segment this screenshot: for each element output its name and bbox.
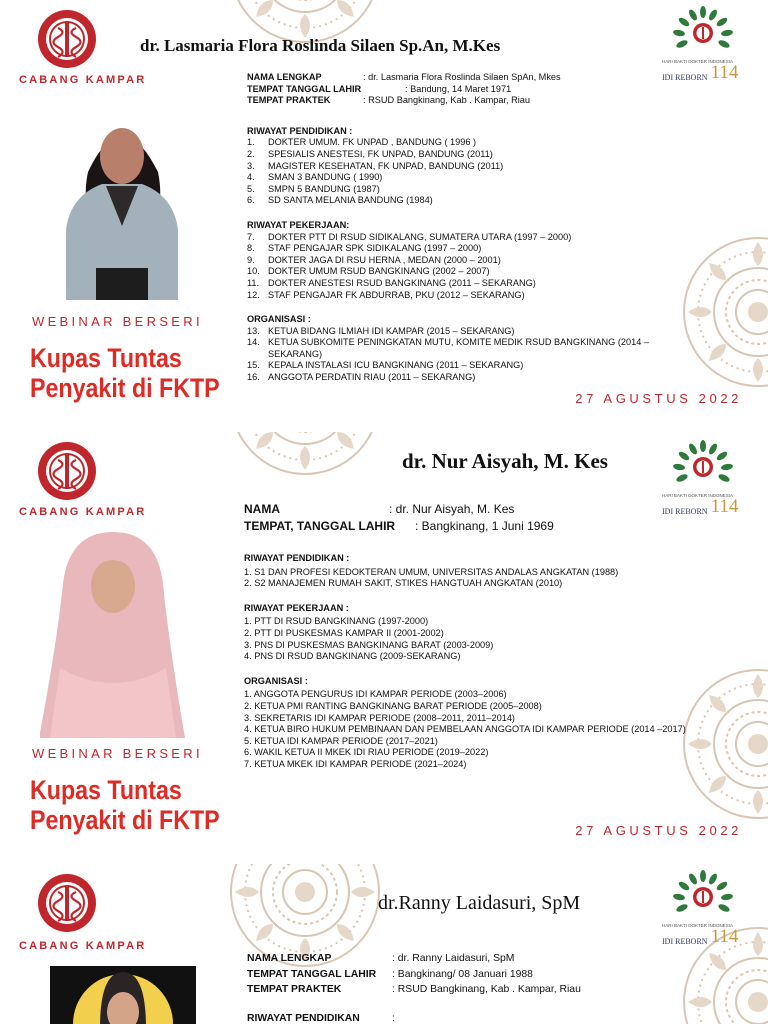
list-item <box>247 232 687 244</box>
list-item-text: SD SANTA MELANIA BANDUNG (1984) <box>268 195 433 206</box>
doctor-photo <box>50 966 196 1024</box>
list-item <box>247 337 687 349</box>
list-item-text: DOKTER UMUM. FK UNPAD , BANDUNG ( 1996 ) <box>268 137 477 148</box>
field-label: TEMPAT, TANGGAL LAHIR <box>244 519 396 533</box>
list-item-number: 9. <box>247 254 255 265</box>
mandala-ornament-top <box>228 432 382 476</box>
section-heading-pekerjaan: RIWAYAT PEKERJAAN: <box>247 219 350 230</box>
list-item: 1. S1 DAN PROFESI KEDOKTERAN UMUM, UNIVERSITAS ANDALAS ANGKATAN (1988) <box>244 566 619 577</box>
reborn-text: IDI REBORN <box>662 937 708 946</box>
list-item-number: 16. <box>247 372 260 383</box>
field-value: : Bandung, 14 Maret 1971 <box>405 83 512 94</box>
pendidikan-list <box>244 567 714 590</box>
section-heading-pendidikan: RIWAYAT PENDIDIKAN : <box>247 125 353 136</box>
list-item-text: SMAN 3 BANDUNG ( 1990) <box>268 172 383 183</box>
list-item: 5. KETUA IDI KAMPAR PERIODE (2017–2021) <box>244 735 438 746</box>
webinar-title-line-1: Kupas Tuntas <box>30 775 182 805</box>
list-item-text: MAGISTER KESEHATAN, FK UNPAD, BANDUNG (2011) <box>268 160 504 171</box>
cabang-label: CABANG KAMPAR <box>19 940 147 952</box>
reborn-caption: HARI BAKTI DOKTER INDONESIA <box>662 493 734 498</box>
pendidikan-list <box>247 137 687 207</box>
doctor-name-title: dr. Lasmaria Flora Roslinda Silaen Sp.An, M.Kes <box>140 36 501 55</box>
list-item-text: DOKTER UMUM RSUD BANGKINANG (2002 – 2007) <box>268 266 490 277</box>
list-item: 4. KETUA BIRO HUKUM PEMBINAAN DAN PEMBELAAN ANGGOTA IDI KAMPAR PERIODE (2014 –2017) <box>244 724 686 735</box>
profile-details <box>244 501 714 771</box>
list-item-number: 14. <box>247 337 260 348</box>
idi-reborn-logo <box>660 866 746 952</box>
list-item-text: KETUA BIDANG ILMIAH IDI KAMPAR (2015 – SEKARANG) <box>268 325 515 336</box>
profile-slide-1 <box>0 0 768 432</box>
field-label: NAMA LENGKAP <box>247 953 332 964</box>
list-item-text: STAF PENGAJAR FK ABDURRAB, PKU (2012 – SEKARANG) <box>268 289 525 300</box>
list-item-number: 11. <box>247 277 260 288</box>
list-item <box>247 360 687 372</box>
doctor-photo <box>66 100 178 300</box>
list-item-number: 10. <box>247 266 260 277</box>
reborn-leaf-icon <box>660 866 746 918</box>
field-value: : Bangkinang/ 08 Januari 1988 <box>392 968 533 980</box>
section-colon: : <box>392 1012 395 1024</box>
list-item: 1. ANGGOTA PENGURUS IDI KAMPAR PERIODE (2003–2006) <box>244 689 507 700</box>
list-item-text: DOKTER ANESTESI RSUD BANGKINANG (2011 – SEKARANG) <box>268 277 536 288</box>
list-item: 2. PTT DI PUSKESMAS KAMPAR II (2001-2002) <box>244 627 444 638</box>
section-heading-pendidikan: RIWAYAT PENDIDIKAN : <box>244 553 350 563</box>
field-value: : dr. Lasmaria Flora Roslinda Silaen SpAn, Mkes <box>363 72 561 82</box>
list-item: 4. PNS DI RSUD BANGKINANG (2009-SEKARANG) <box>244 651 461 662</box>
idi-logo <box>36 440 98 502</box>
list-item-number: 6. <box>247 195 255 206</box>
section-heading-organisasi: ORGANISASI : <box>244 675 308 686</box>
list-item-text: SMPN 5 BANDUNG (1987) <box>268 183 380 194</box>
field-value: : dr. Nur Aisyah, M. Kes <box>389 502 515 516</box>
list-item-number: 1. <box>247 137 255 148</box>
list-item-text: SPESIALIS ANESTESI, FK UNPAD, BANDUNG (2011) <box>268 148 493 159</box>
doctor-name-title: dr. Nur Aisyah, M. Kes <box>402 449 608 473</box>
list-item-text: KEPALA INSTALASI ICU BANGKINANG (2011 – SEKARANG) <box>268 360 524 371</box>
idi-logo <box>36 872 98 934</box>
list-item: 7. KETUA MKEK IDI KAMPAR PERIODE (2021–2024) <box>244 758 467 769</box>
list-item <box>247 255 687 267</box>
field-value: : RSUD Bangkinang, Kab . Kampar, Riau <box>392 984 581 995</box>
list-item <box>247 326 687 338</box>
list-item-number: 8. <box>247 243 255 254</box>
list-item: 2. S2 MANAJEMEN RUMAH SAKIT, STIKES HANGTUAH ANGKATAN (2010) <box>244 578 563 589</box>
pekerjaan-list <box>244 616 714 662</box>
list-item <box>247 149 687 161</box>
doctor-name-title: dr.Ranny Laidasuri, SpM <box>378 892 581 914</box>
section-heading-organisasi: ORGANISASI : <box>247 314 311 325</box>
list-item-number: 7. <box>247 231 255 242</box>
list-item: 2. KETUA PMI RANTING BANGKINANG BARAT PERIODE (2005–2008) <box>244 700 542 711</box>
reborn-caption: HARI BAKTI DOKTER INDONESIA <box>662 59 734 64</box>
profile-slide-3 <box>0 864 768 1024</box>
list-item <box>247 172 687 184</box>
field-value: : RSUD Bangkinang, Kab . Kampar, Riau <box>363 95 530 106</box>
webinar-date: 27 AGUSTUS 2022 <box>575 391 742 406</box>
list-item-text: DOKTER PTT DI RSUD SIDIKALANG, SUMATERA UTARA (1997 – 2000) <box>268 231 572 242</box>
idi-logo <box>36 8 98 70</box>
list-item <box>247 372 687 384</box>
list-item <box>247 243 687 255</box>
reborn-number: 114 <box>710 926 739 947</box>
list-item: 1. PTT DI RSUD BANGKINANG (1997-2000) <box>244 616 429 627</box>
list-item-text: SEKARANG) <box>268 348 323 359</box>
list-item-number: 15. <box>247 360 260 371</box>
list-item <box>247 266 687 278</box>
doctor-photo <box>40 528 186 738</box>
organisasi-list <box>247 326 687 384</box>
list-item-number <box>247 349 268 361</box>
list-item <box>247 290 687 302</box>
list-item: 6. WAKIL KETUA II MKEK IDI RIAU PERIODE (2019–2022) <box>244 747 489 758</box>
reborn-leaf-icon <box>660 2 746 54</box>
list-item-text: STAF PENGAJAR SPK SIDIKALANG (1997 – 2000) <box>268 243 482 254</box>
webinar-title <box>30 343 220 403</box>
reborn-leaf-icon <box>660 436 746 488</box>
webinar-title <box>30 775 220 835</box>
field-label: NAMA LENGKAP <box>247 72 322 82</box>
list-item-number: 3. <box>247 160 255 171</box>
field-value: : dr. Ranny Laidasuri, SpM <box>392 953 515 964</box>
list-item: 3. SEKRETARIS IDI KAMPAR PERIODE (2008–2011, 2011–2014) <box>244 712 515 723</box>
profile-details <box>247 951 687 1024</box>
list-item <box>247 161 687 173</box>
reborn-text: IDI REBORN <box>662 73 708 82</box>
list-item <box>247 278 687 290</box>
webinar-title-line-1: Kupas Tuntas <box>30 343 182 373</box>
pekerjaan-list <box>247 232 687 302</box>
reborn-number: 114 <box>710 62 739 83</box>
field-label: NAMA <box>244 502 280 516</box>
cabang-label: CABANG KAMPAR <box>19 506 147 518</box>
organisasi-list <box>244 689 714 770</box>
webinar-title-line-2: Penyakit di FKTP <box>30 373 220 403</box>
list-item-number: 13. <box>247 325 260 336</box>
list-item-number: 4. <box>247 172 255 183</box>
list-item-text: KETUA SUBKOMITE PENINGKATAN MUTU, KOMITE MEDIK RSUD BANGKINANG (2014 – <box>268 337 650 348</box>
list-item-text: ANGGOTA PERDATIN RIAU (2011 – SEKARANG) <box>268 372 476 383</box>
field-label: TEMPAT PRAKTEK <box>247 984 342 995</box>
webinar-date: 27 AGUSTUS 2022 <box>575 823 742 838</box>
field-label: TEMPAT TANGGAL LAHIR <box>247 83 362 94</box>
list-item-number: 2. <box>247 148 255 159</box>
list-item-number: 5. <box>247 183 255 194</box>
list-item <box>247 184 687 196</box>
list-item: 3. PNS DI PUSKESMAS BANGKINANG BARAT (2003-2009) <box>244 639 494 650</box>
webinar-series-label: WEBINAR BERSERI <box>32 314 203 329</box>
reborn-text: IDI REBORN <box>662 507 708 516</box>
list-item-text: DOKTER JAGA DI RSU HERNA , MEDAN (2000 – 2001) <box>268 254 501 265</box>
list-item-number: 12. <box>247 289 260 300</box>
reborn-caption: HARI BAKTI DOKTER INDONESIA <box>662 923 734 928</box>
webinar-title-line-2: Penyakit di FKTP <box>30 805 220 835</box>
reborn-number: 114 <box>710 496 739 517</box>
profile-slide-2 <box>0 432 768 864</box>
field-label: TEMPAT PRAKTEK <box>247 95 331 106</box>
field-value: : Bangkinang, 1 Juni 1969 <box>415 519 554 533</box>
webinar-series-label: WEBINAR BERSERI <box>32 746 203 761</box>
list-item <box>247 349 687 361</box>
profile-details <box>247 72 687 384</box>
section-heading-pendidikan: RIWAYAT PENDIDIKAN <box>247 1012 360 1024</box>
field-label: TEMPAT TANGGAL LAHIR <box>247 968 377 980</box>
section-heading-pekerjaan: RIWAYAT PEKERJAAN : <box>244 602 349 613</box>
cabang-label: CABANG KAMPAR <box>19 74 147 86</box>
list-item <box>247 195 687 207</box>
list-item <box>247 137 687 149</box>
